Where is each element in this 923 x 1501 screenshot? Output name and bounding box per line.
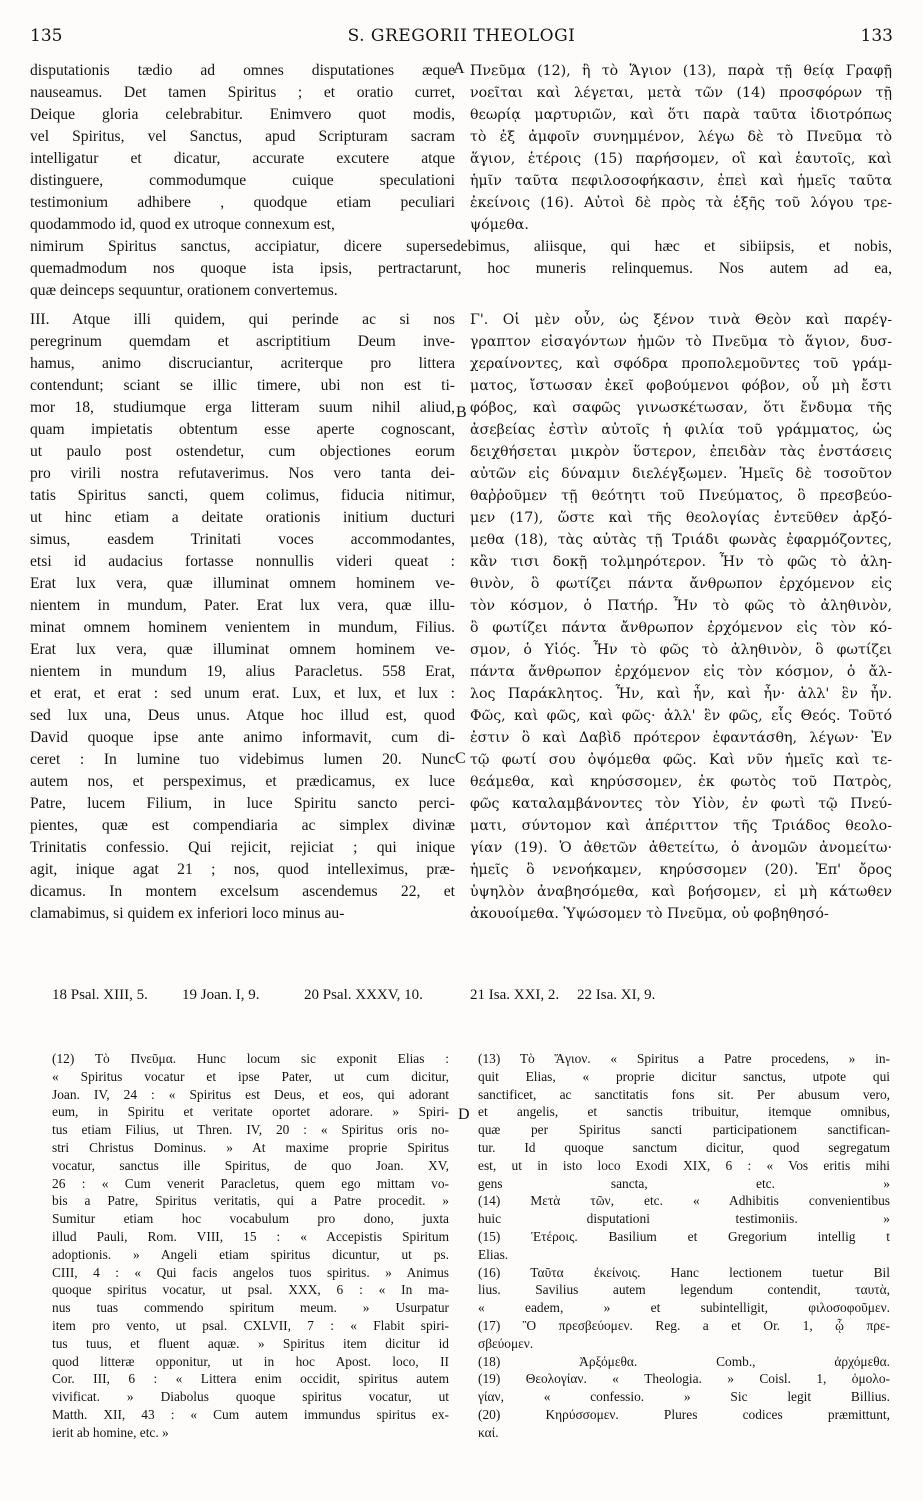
text-line: autem nos, et perspeximus, et prædicamus, ex luce bbox=[30, 773, 455, 790]
latin-column-top bbox=[30, 60, 455, 236]
text-line: Elias. bbox=[478, 1246, 509, 1262]
text-line: (19) Θεολογίαν. « Theologia. » Coisl. 1, ὁμολο- bbox=[478, 1371, 890, 1387]
text-line: ἅγιον, ἑτέροις (15) παρήσομεν, οἳ καὶ ἑαυτοῖς, καὶ bbox=[470, 151, 892, 167]
text-line: illud Pauli, Rom. VIII, 15 : « Accepistis Spiritum bbox=[52, 1228, 449, 1244]
text-line: μεθα (18), τὰς αὐτὰς τῇ Τριάδι φωνὰς ἐφαρμόζοντες, bbox=[470, 532, 892, 548]
text-line: tatis Spiritus sancti, quem colimus, fiducia nitimur, bbox=[30, 487, 455, 504]
text-line: τῷ φωτί σου ὀψόμεθα φῶς. Καὶ νῦν ἡμεῖς καὶ τε- bbox=[470, 752, 892, 768]
text-line: « eadem, » et subintelligit, φιλοσοφοῦμεν. bbox=[478, 1300, 890, 1316]
text-line: θεωρίᾳ μαρτυριῶν, καὶ ὅτι παρὰ ταῦτα ἰδιοτρόπως bbox=[470, 107, 892, 123]
text-line: vivificat. » Diabolus quoque spiritus vocatur, ut bbox=[52, 1389, 449, 1405]
text-line: tus tuus, et fluent aquæ. » Spiritus item dicitur id bbox=[52, 1335, 449, 1351]
text-line: Joan. IV, 24 : « Spiritus est Deus, et eos, qui adorant bbox=[52, 1086, 449, 1102]
text-line: φῶς καταλαμβάνοντες τὸν Υἱὸν, ἐν φωτὶ τῷ Πνεύ- bbox=[470, 796, 892, 812]
text-line: δειχθήσεται μικρὸν ὕστερον, ἐπειδὰν τὰς ἐνστάσεις bbox=[470, 444, 892, 460]
text-line: ἐστιν ὃ καὶ Δαβὶδ πρότερον ἐφαντάσθη, λέγων· Ἐν bbox=[470, 730, 892, 746]
text-line: Πνεῦμα (12), ἢ τὸ Ἅγιον (13), παρὰ τῇ θείᾳ Γραφῇ bbox=[470, 63, 892, 79]
notes-column-left bbox=[52, 1050, 449, 1442]
text-line: ceret : In lumine tuo videbimus lumen 20. Nunc bbox=[30, 751, 455, 768]
text-line: γραπτον εἰσαγόντων ἡμῶν τὸ Πνεῦμα τὸ ἅγιον, δυσ- bbox=[470, 334, 892, 350]
text-line: (17) Ὃ πρεσβεύομεν. Reg. a et Or. 1, ᾧ πρε- bbox=[478, 1317, 890, 1333]
text-line: ἡμεῖς ὃ νενοήκαμεν, κηρύσσομεν (20). Ἐπ' ὄρος bbox=[470, 862, 892, 878]
text-line: Erat lux vera, quæ illuminat omnem hominem ve- bbox=[30, 641, 455, 658]
text-line: Erat lux vera, quæ illuminat omnem hominem ve- bbox=[30, 575, 455, 592]
margin-marker-a: A bbox=[453, 60, 465, 77]
text-line: et angelis, et sanctis tribuitur, itemque omnibus, bbox=[478, 1104, 890, 1120]
text-line: πάντα ἄνθρωπον ἐρχόμενον εἰς τὸν κόσμον, ὁ ἄλ- bbox=[470, 664, 892, 680]
scripture-ref-20: 20 Psal. XXXV, 10. bbox=[304, 987, 423, 1003]
text-line: ἡμῖν ταῦτα πεφιλοσοφήκασιν, ἐπεὶ καὶ ἡμεῖς ταῦτα bbox=[470, 173, 892, 189]
text-line: τὸν κόσμον, ὁ Πατήρ. Ἦν τὸ φῶς τὸ ἀληθινὸν, bbox=[470, 598, 892, 614]
text-line: « Spiritus vocatur et ipse Pater, ut cum dicitur, bbox=[52, 1068, 449, 1084]
text-line: David quoque ipse ante animo informavit, cum di- bbox=[30, 729, 455, 746]
text-line: bis a Patre, Spiritus veritatis, qui a Patre procedit. » bbox=[52, 1193, 449, 1209]
text-line: Γ'. Οἱ μὲν οὖν, ὡς ξένον τινὰ Θεὸν καὶ παρέγ- bbox=[470, 312, 892, 328]
text-line: clamabimus, si quidem ex inferiori loco minus au- bbox=[30, 905, 345, 922]
text-line: (18) Ἀρξόμεθα. Comb., ἀρχόμεθα. bbox=[478, 1353, 890, 1369]
text-line: hamus, animo discruciantur, acriterque pro littera bbox=[30, 355, 455, 372]
scripture-references bbox=[52, 987, 892, 1011]
text-line: ματος, ἴστωσαν ἐκεῖ φοβούμενοι φόβον, οὗ μὴ ἔστι bbox=[470, 378, 892, 394]
text-line: gens sancta, etc. » bbox=[478, 1175, 890, 1191]
text-line: ψόμεθα. bbox=[470, 217, 529, 233]
text-line: peregrinum quemdam et ascriptitium Deum inve- bbox=[30, 333, 455, 350]
text-line: dicamus. In montem excelsum ascendemus 22, et bbox=[30, 883, 455, 900]
scripture-ref-19: 19 Joan. I, 9. bbox=[182, 987, 260, 1003]
text-line: ut hinc etiam a deitate orationis initium ducturi bbox=[30, 509, 455, 526]
text-line: nientem in mundum, Pater. Erat lux vera, quæ illu- bbox=[30, 597, 455, 614]
text-line: nus tuas commendo spiritum meum. » Usurpatur bbox=[52, 1300, 449, 1316]
running-title: S. GREGORII THEOLOGI bbox=[347, 26, 576, 46]
text-line: etsi id audacius fortasse nonnullis videri queat : bbox=[30, 553, 455, 570]
greek-column-main bbox=[470, 309, 892, 925]
text-line: simus, easdem Trinitati voces accommodantes, bbox=[30, 531, 455, 548]
text-line: tus etiam Filius, ut Thren. IV, 20 : « Spiritus oris no- bbox=[52, 1122, 449, 1138]
text-line: γίαν, « confessio. » Sic legit Billius. bbox=[478, 1389, 890, 1405]
text-line: CIII, 4 : « Qui facis angelos tuos spiritus. » Animus bbox=[52, 1264, 449, 1280]
latin-column-main bbox=[30, 309, 455, 925]
page-number-right: 133 bbox=[860, 26, 893, 46]
text-line: quodammodo id, quod ex utroque connexum est, bbox=[30, 216, 335, 233]
text-line: III. Atque illi quidem, qui perinde ac si nos bbox=[30, 311, 455, 328]
text-line: eum, in Spiritu et veritate oportet adorare. » Spiri- bbox=[52, 1104, 449, 1120]
text-line: adoptionis. » Angeli etiam spiritus dicuntur, ut ps. bbox=[52, 1246, 449, 1262]
text-line: Patre, lucem Filium, in luce Spiritu sancto perci- bbox=[30, 795, 455, 812]
text-line: agit, inique agat 21 ; nos, quod intelleximus, præ- bbox=[30, 861, 455, 878]
text-line: θαῤῥοῦμεν τῇ θεότητι τοῦ Πνεύματος, ὃ πρεσβεύο- bbox=[470, 488, 892, 504]
text-line: vel Spiritus, vel Sanctus, apud Scripturam sacram bbox=[30, 128, 455, 145]
text-line: φόβος, καὶ σαφῶς γινωσκέτωσαν, ὅτι ἔνδυμα τῆς bbox=[470, 400, 892, 416]
text-line: minat omnem hominem venientem in mundum, Filius. bbox=[30, 619, 455, 636]
text-line: item pro vento, ut psal. CXLVII, 7 : « Flabit spiri- bbox=[52, 1317, 449, 1333]
text-line: ματι, σύντομον καὶ ἀπέριττον τῆς Τριάδος θεολο- bbox=[470, 818, 892, 834]
text-line: nientem in mundum 19, alius Paracletus. 558 Erat, bbox=[30, 663, 455, 680]
latin-full-width-text bbox=[30, 236, 892, 302]
text-line: intelligatur et dicatur, accurate excutere atque bbox=[30, 150, 455, 167]
text-line: Deique gloria celebrabitur. Enimvero quot modis, bbox=[30, 106, 455, 123]
text-line: (20) Κηρύσσομεν. Plures codices præmittunt, bbox=[478, 1406, 890, 1422]
text-line: τὸ ἐξ ἀμφοῖν συνημμένον, λέγω δὲ τὸ Πνεῦμα τὸ bbox=[470, 129, 892, 145]
text-line: pro virili nostra refutaverimus. Nos vero tanta dei- bbox=[30, 465, 455, 482]
greek-column-top bbox=[470, 60, 892, 236]
text-line: ierit ab homine, etc. » bbox=[52, 1424, 169, 1440]
text-line: ὃ φωτίζει πάντα ἄνθρωπον ἐρχόμενον εἰς τὸν κό- bbox=[470, 620, 892, 636]
text-line: ἐκείνοις (16). Αὐτοὶ δὲ πρὸς τὰ ἑξῆς τοῦ λόγου τρε- bbox=[470, 195, 892, 211]
scripture-ref-18: 18 Psal. XIII, 5. bbox=[52, 987, 148, 1003]
text-line: (13) Τὸ Ἅγιον. « Spiritus a Patre procedens, » in- bbox=[478, 1051, 890, 1066]
text-line: nauseamus. Det tamen Spiritus ; et oratio curret, bbox=[30, 84, 455, 101]
text-line: 26 : « Cum venerit Paracletus, quem ego mittam vo- bbox=[52, 1175, 449, 1191]
margin-marker-c: C bbox=[455, 750, 466, 767]
scripture-ref-21: 21 Isa. XXI, 2. bbox=[470, 987, 560, 1003]
text-line: sed lux una, Deus unus. Atque hoc illud est, quod bbox=[30, 707, 455, 724]
text-line: θεάμεθα, καὶ κηρύσσομεν, ἐκ φωτὸς τοῦ Πατρὸς, bbox=[470, 774, 892, 790]
text-line: lius. Savilius autem legendum contendit, ταυτὰ, bbox=[478, 1282, 890, 1298]
text-line: (12) Τὸ Πνεῦμα. Hunc locum sic exponit Elias : bbox=[52, 1051, 449, 1066]
text-line: sanctificet, ac sanctitatis fons sit. Per abusum vero, bbox=[478, 1086, 890, 1102]
text-line: σβεύομεν. bbox=[478, 1335, 534, 1351]
text-line: vocatur, sanctus ille Spiritus, de quo Joan. XV, bbox=[52, 1157, 449, 1173]
text-line: quoque spiritus vocatur, ut psal. XXX, 6 : « In ma- bbox=[52, 1282, 449, 1298]
text-line: pientes, quæ est compendiaria ac simplex divinæ bbox=[30, 817, 455, 834]
notes-column-right bbox=[478, 1050, 890, 1442]
text-line: stri Christus Dominus. » At maxime proprie Spiritus bbox=[52, 1139, 449, 1155]
running-header bbox=[30, 20, 893, 50]
text-line: huic disputationi testimoniis. » bbox=[478, 1211, 890, 1227]
text-line: quit Elias, « proprie dicitur sanctus, utpote qui bbox=[478, 1068, 890, 1084]
text-line: κἂν τισι δοκῇ τολμηρότερον. Ἦν τὸ φῶς τὸ ἀλη- bbox=[470, 554, 892, 570]
text-line: μεν (17), ὥστε καὶ τῆς θεολογίας ἐντεῦθεν ἀρξό- bbox=[470, 510, 892, 526]
text-line: quæ deinceps sequuntur, orationem convertemus. bbox=[30, 282, 338, 299]
text-line: χεραίνοντες, καὶ σφόδρα προπολεμοῦντες τοῦ γράμ- bbox=[470, 356, 892, 372]
text-line: θινὸν, ὃ φωτίζει πάντα ἄνθρωπον ἐρχόμενον εἰς bbox=[470, 576, 892, 592]
text-line: Cor. III, 6 : « Littera enim occidit, spiritus autem bbox=[52, 1371, 449, 1387]
text-line: νοεῖται καὶ λέγεται, μετὰ τῶν (14) προσφόρων τῇ bbox=[470, 85, 892, 101]
text-line: est, ut in isto loco Exodi XIX, 6 : « Vos eritis mihi bbox=[478, 1157, 890, 1173]
text-line: nimirum Spiritus sanctus, accipiatur, dicere supersedebimus, aliisque, qui hæc et sibiipsis, et nobis, bbox=[30, 238, 892, 255]
margin-marker-d: D bbox=[458, 1106, 470, 1123]
text-line: ἀσεβείας ἐστὶν αὐτοῖς ἡ φιλία τοῦ γράμματος, ὡς bbox=[470, 422, 892, 438]
text-line: quod litteræ opponitur, ut in hoc Apost. loco, II bbox=[52, 1353, 449, 1369]
text-line: καί. bbox=[478, 1424, 499, 1440]
text-line: ut paulo post ostendetur, cum objectiones eorum bbox=[30, 443, 455, 460]
text-line: mor 18, studiumque erga litteram suum nihil aliud, bbox=[30, 399, 455, 416]
text-line: (16) Ταῦτα ἐκείνοις. Hanc lectionem tuetur Bil bbox=[478, 1264, 890, 1280]
text-line: Φῶς, καὶ φῶς, καὶ φῶς· ἀλλ' ἓν φῶς, εἷς Θεός. Τοῦτό bbox=[470, 708, 892, 724]
text-line: Matth. XII, 43 : « Cum autem immundus spiritus ex- bbox=[52, 1406, 449, 1422]
text-line: (15) Ἑτέροις. Basilium et Gregorium intellig t bbox=[478, 1228, 890, 1244]
text-line: σμον, ὁ Υἱός. Ἦν τὸ φῶς τὸ ἀληθινὸν, ὃ φωτίζει bbox=[470, 642, 892, 658]
page-number-left: 135 bbox=[30, 26, 63, 46]
text-line: γίαν (19). Ὁ ἀθετῶν ἀθετείτω, ὁ ἀνομῶν ἀνομείτω· bbox=[470, 840, 892, 856]
text-line: contendunt; sciant se illic timere, ubi non est ti- bbox=[30, 377, 455, 394]
text-line: quam impietatis obtentum esse aperte cognoscant, bbox=[30, 421, 455, 438]
text-line: quemadmodum nos quoque ista ipsis, pertractarunt, hoc muneris relinquemus. Nos autem ad ea, bbox=[30, 260, 892, 277]
text-line: Sumitur etiam hoc vocabulum pro dono, juxta bbox=[52, 1211, 449, 1227]
text-line: λος Παράκλητος. Ἦν, καὶ ἦν, καὶ ἦν· ἀλλ' ἓν ἦν. bbox=[470, 686, 892, 702]
text-line: ὑψηλὸν ἀναβησόμεθα, καὶ βοήσομεν, εἰ μὴ κάτωθεν bbox=[470, 884, 892, 900]
text-line: (14) Μετὰ τῶν, etc. « Adhibitis convenientibus bbox=[478, 1193, 890, 1209]
scripture-ref-22: 22 Isa. XI, 9. bbox=[577, 987, 656, 1003]
text-line: tur. Id quoque sanctum dicitur, quod segregatum bbox=[478, 1139, 890, 1155]
text-line: αὐτῶν εἰς δύναμιν διελέγξωμεν. Ἡμεῖς δὲ τοσοῦτον bbox=[470, 466, 892, 482]
text-line: disputationis tædio ad omnes disputationes æque bbox=[30, 62, 455, 79]
text-line: Trinitatis confessio. Qui rejicit, rejiciat ; qui inique bbox=[30, 839, 455, 856]
text-line: quæ per Spiritus sancti participationem sanctifican- bbox=[478, 1122, 890, 1138]
text-line: distinguere, commodumque cuique speculationi bbox=[30, 172, 455, 189]
text-line: ἀκουοίμεθα. Ὑψώσομεν τὸ Πνεῦμα, οὐ φοβηθησό- bbox=[470, 906, 829, 922]
text-line: et erat, et erat : sed unum erat. Lux, et lux, et lux : bbox=[30, 685, 455, 702]
text-line: testimonium adhibere , quodque etiam peculiari bbox=[30, 194, 455, 211]
margin-marker-b: B bbox=[456, 404, 467, 421]
